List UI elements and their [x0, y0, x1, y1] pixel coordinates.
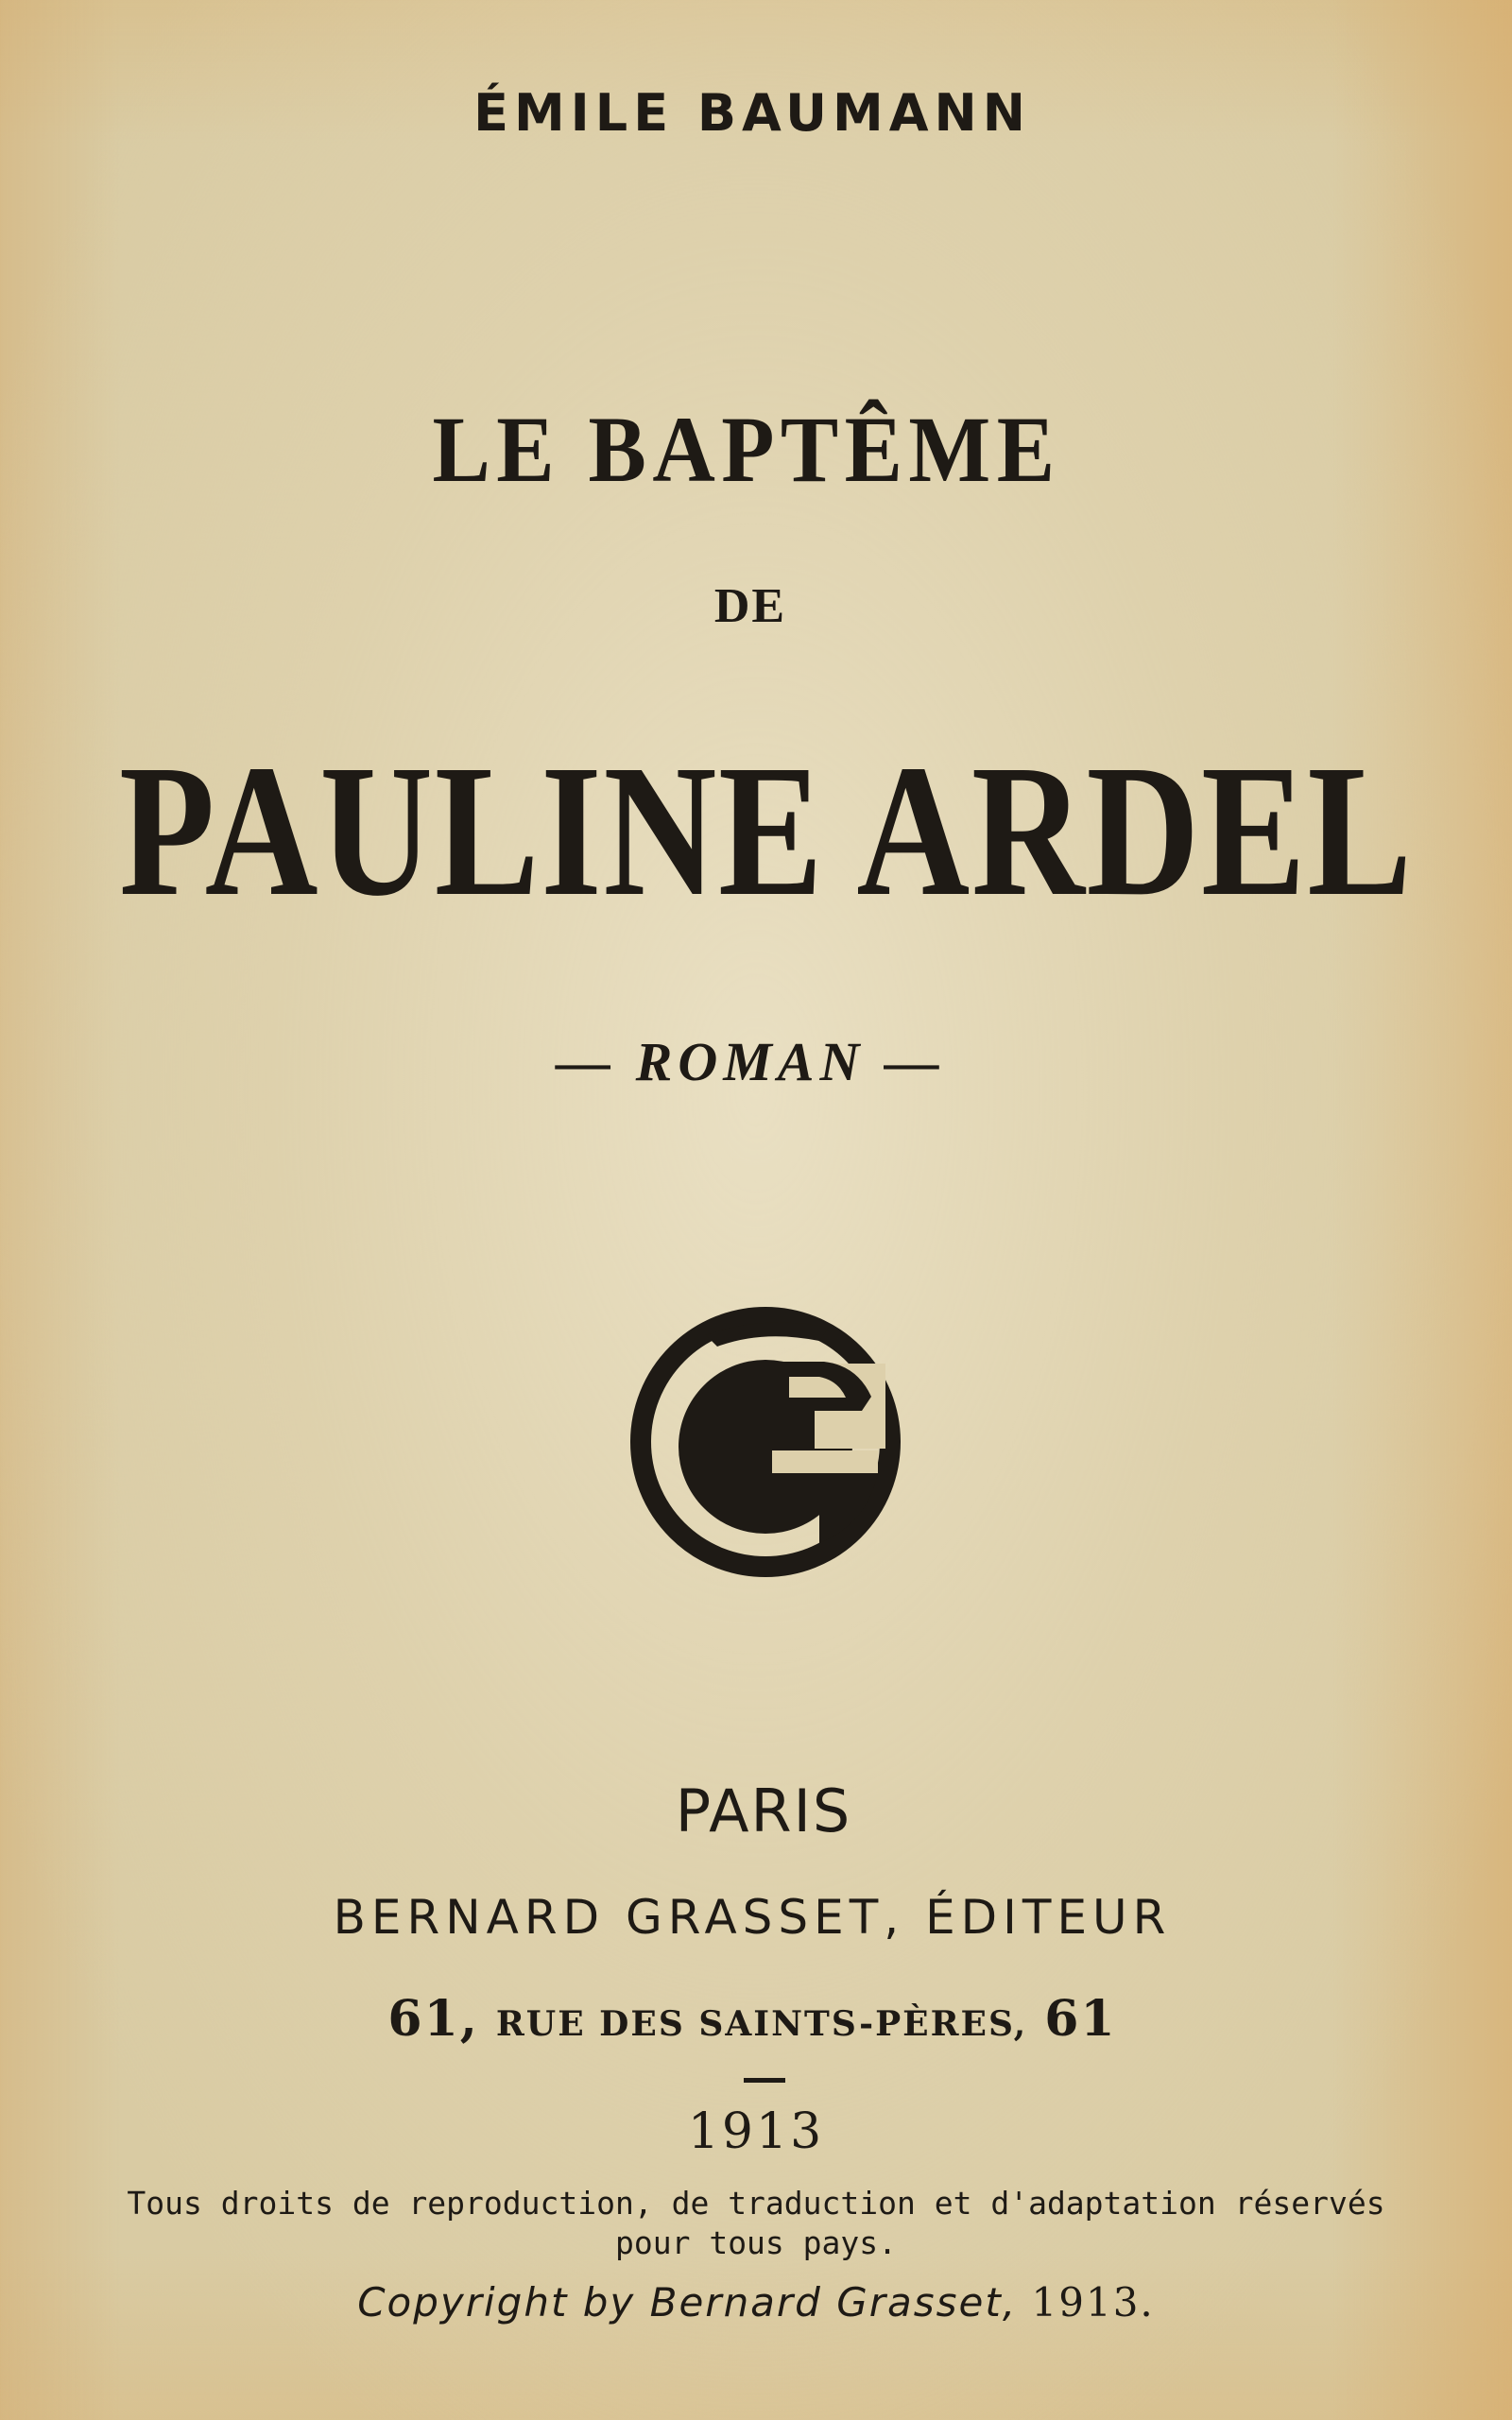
publication-year: 1913	[687, 2103, 825, 2160]
rights-notice-line-2: pour tous pays.	[614, 2224, 897, 2261]
title-line-3: PAULINE ARDEL	[119, 727, 1414, 935]
copyright-year: 1913.	[1031, 2279, 1155, 2326]
author-name: ÉMILE BAUMANN	[473, 83, 1031, 143]
address-street: RUE DES SAINTS-PÈRES,	[495, 2004, 1028, 2044]
title-line-2: DE	[713, 579, 787, 633]
publisher-address	[0, 1990, 1508, 2048]
address-number-left: 61,	[387, 1990, 479, 2048]
copyright-text: Copyright by Bernard Grasset,	[357, 2279, 1018, 2326]
publisher-monogram-icon	[630, 1307, 901, 1577]
title-line-1: LE BAPTÊME	[432, 397, 1061, 502]
genre-label: — ROMAN —	[556, 1031, 945, 1092]
copyright-notice	[0, 2279, 1512, 2326]
publisher-name: BERNARD GRASSET, ÉDITEUR	[333, 1890, 1172, 1945]
address-number-right: 61	[1044, 1990, 1117, 2048]
publisher-city: PARIS	[675, 1776, 852, 1845]
divider-rule	[744, 2078, 785, 2083]
publisher-logo	[630, 1307, 901, 1577]
rights-notice-line-1: Tous droits de reproduction, de traduction et d'adaptation réservés	[127, 2185, 1385, 2222]
